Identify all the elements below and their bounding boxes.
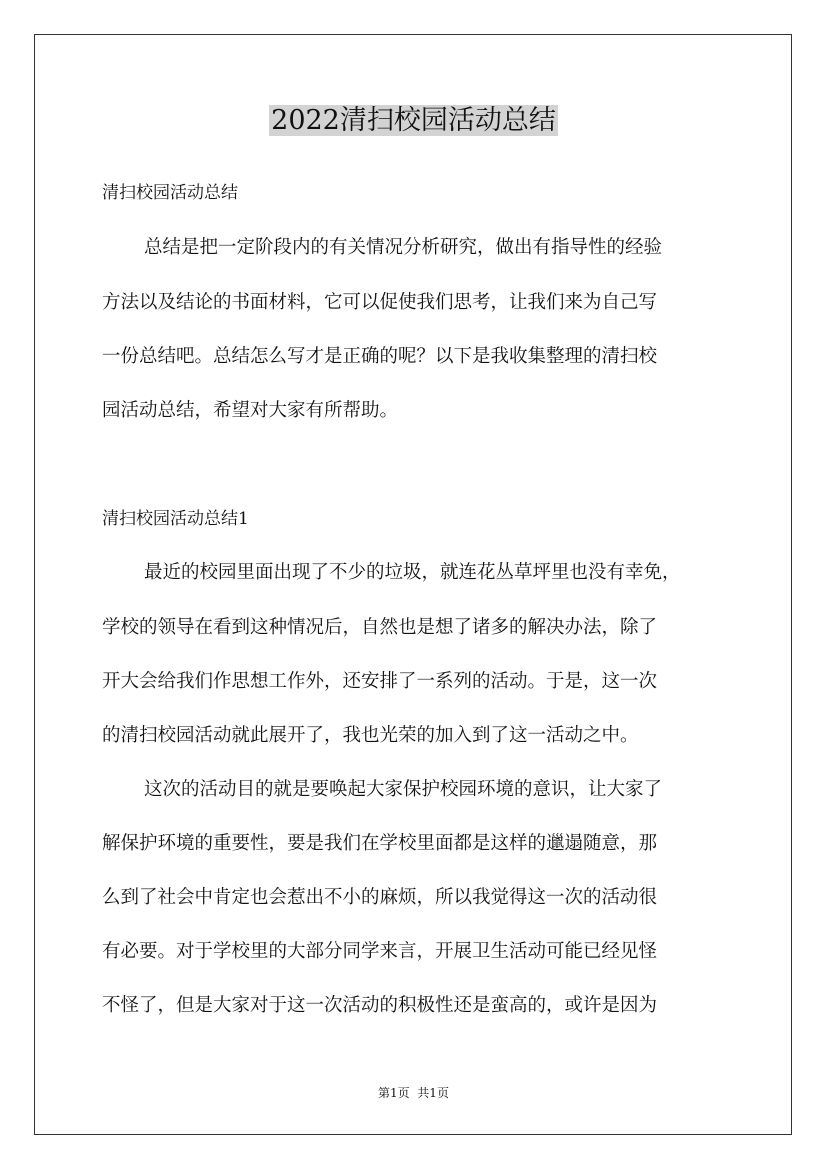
- paragraph-line: 的清扫校园活动就此展开了，我也光荣的加入到了这一活动之中。: [102, 725, 639, 746]
- intro-line: 总结是把一定阶段内的有关情况分析研究，做出有指导性的经验: [144, 237, 663, 258]
- intro-line: 方法以及结论的书面材料，它可以促使我们思考，让我们来为自己写: [102, 292, 658, 313]
- page-footer: 第1页 共1页: [378, 1086, 449, 1100]
- paragraph-line: 有必要。对于学校里的大部分同学来言，开展卫生活动可能已经见怪: [102, 941, 658, 962]
- section-heading: 清扫校园活动总结: [102, 183, 238, 203]
- intro-line: 园活动总结，希望对大家有所帮助。: [102, 400, 399, 421]
- paragraph-line: 最近的校园里面出现了不少的垃圾，就连花丛草坪里也没有幸免，: [144, 562, 681, 583]
- section-heading-1: 清扫校园活动总结1: [102, 509, 249, 529]
- document-title: [0, 101, 827, 141]
- paragraph-line: 这次的活动目的就是要唤起大家保护校园环境的意识，让大家了: [144, 779, 663, 800]
- intro-line: 一份总结吧。总结怎么写才是正确的呢？以下是我收集整理的清扫校: [102, 346, 658, 367]
- document-title-text: 2022清扫校园活动总结: [271, 105, 556, 136]
- paragraph-line: 解保护环境的重要性，要是我们在学校里面都是这样的邋遢随意，那: [102, 833, 658, 854]
- paragraph-line: 不怪了，但是大家对于这一次活动的积极性还是蛮高的，或许是因为: [102, 995, 658, 1016]
- paragraph-line: 学校的领导在看到这种情况后，自然也是想了诸多的解决办法，除了: [102, 617, 658, 638]
- paragraph-line: 开大会给我们作思想工作外，还安排了一系列的活动。于是，这一次: [102, 671, 658, 692]
- paragraph-line: 么到了社会中肯定也会惹出不小的麻烦，所以我觉得这一次的活动很: [102, 887, 658, 908]
